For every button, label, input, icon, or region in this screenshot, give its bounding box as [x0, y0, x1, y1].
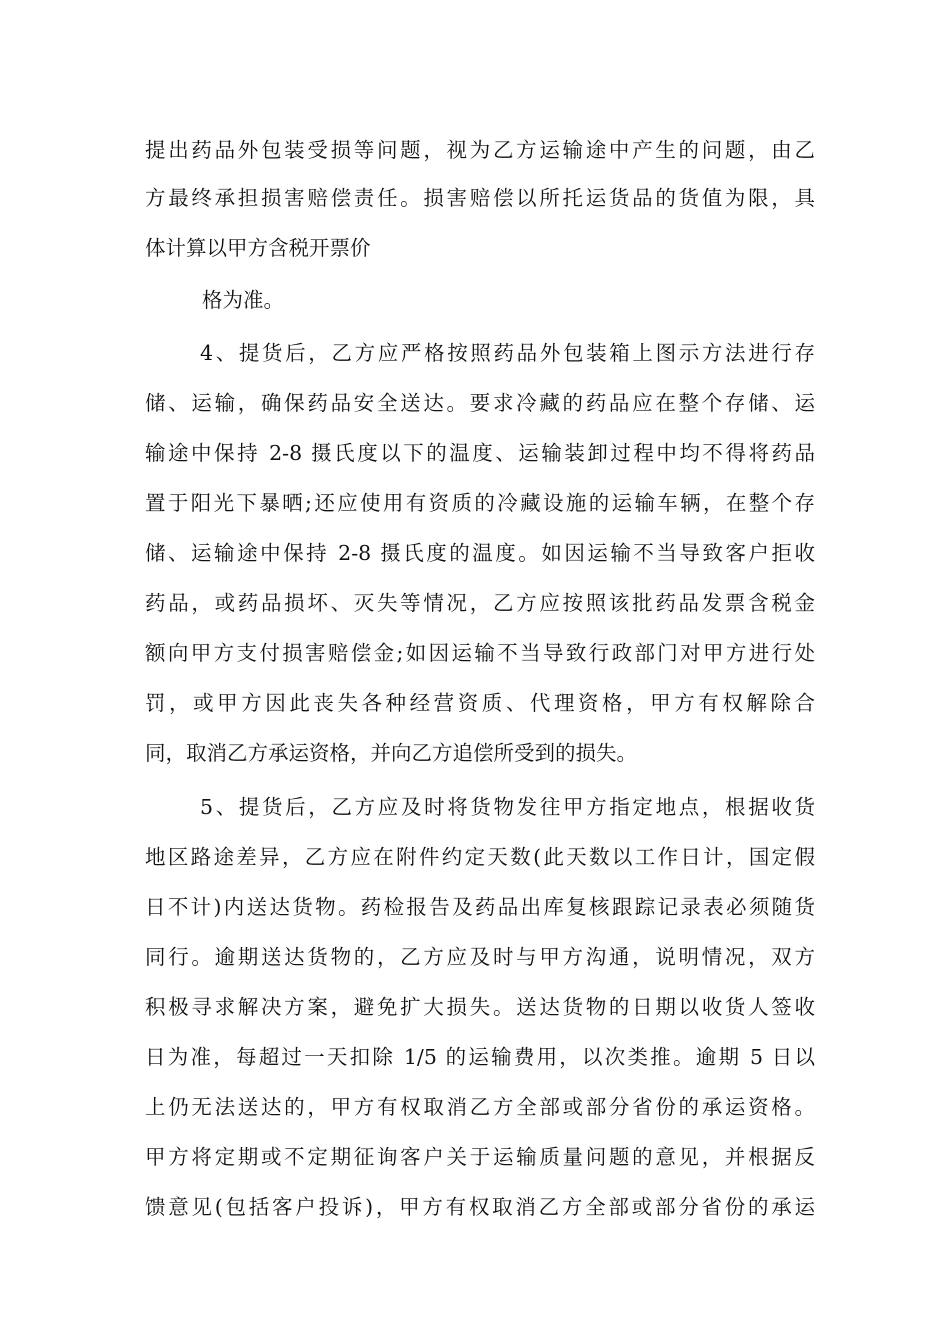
paragraph-line: 馈意见(包括客户投诉)，甲方有权取消乙方全部或部分省份的承运: [145, 1195, 815, 1219]
paragraph-line: 置于阳光下暴晒;还应使用有资质的冷藏设施的运输车辆，在整个存: [145, 491, 815, 515]
paragraph-line: 储、运输途中保持 2-8 摄氏度的温度。如因运输不当导致客户拒收: [145, 541, 815, 565]
paragraph-line: 格为准。: [202, 288, 284, 312]
paragraph-line: 罚，或甲方因此丧失各种经营资质、代理资格，甲方有权解除合: [145, 691, 815, 715]
paragraph-line: 提出药品外包装受损等问题，视为乙方运输途中产生的问题，由乙: [145, 138, 815, 162]
paragraph-line: 药品，或药品损坏、灭失等情况，乙方应按照该批药品发票含税金: [145, 591, 815, 615]
paragraph-line: 地区路途差异，乙方应在附件约定天数(此天数以工作日计，国定假: [145, 845, 815, 869]
paragraph-line: 体计算以甲方含税开票价: [145, 236, 371, 260]
paragraph-line: 积极寻求解决方案，避免扩大损失。送达货物的日期以收货人签收: [145, 995, 815, 1019]
paragraph-line: 4、提货后，乙方应严格按照药品外包装箱上图示方法进行存: [200, 341, 815, 365]
paragraph-line: 同行。逾期送达货物的，乙方应及时与甲方沟通，说明情况，双方: [145, 945, 815, 969]
paragraph-line: 同，取消乙方承运资格，并向乙方追偿所受到的损失。: [145, 741, 637, 765]
paragraph-line: 输途中保持 2-8 摄氏度以下的温度、运输装卸过程中均不得将药品: [145, 441, 815, 465]
paragraph-line: 上仍无法送达的，甲方有权取消乙方全部或部分省份的承运资格。: [145, 1095, 815, 1119]
paragraph-line: 方最终承担损害赔偿责任。损害赔偿以所托运货品的货值为限，具: [145, 186, 815, 210]
paragraph-line: 甲方将定期或不定期征询客户关于运输质量问题的意见，并根据反: [145, 1145, 815, 1169]
paragraph-line: 5、提货后，乙方应及时将货物发往甲方指定地点，根据收货: [200, 795, 815, 819]
paragraph-line: 日为准，每超过一天扣除 1/5 的运输费用，以次类推。逾期 5 日以: [145, 1045, 815, 1069]
paragraph-line: 额向甲方支付损害赔偿金;如因运输不当导致行政部门对甲方进行处: [145, 641, 815, 665]
paragraph-line: 日不计)内送达货物。药检报告及药品出库复核跟踪记录表必须随货: [145, 895, 815, 919]
paragraph-line: 储、运输，确保药品安全送达。要求冷藏的药品应在整个存储、运: [145, 391, 815, 415]
